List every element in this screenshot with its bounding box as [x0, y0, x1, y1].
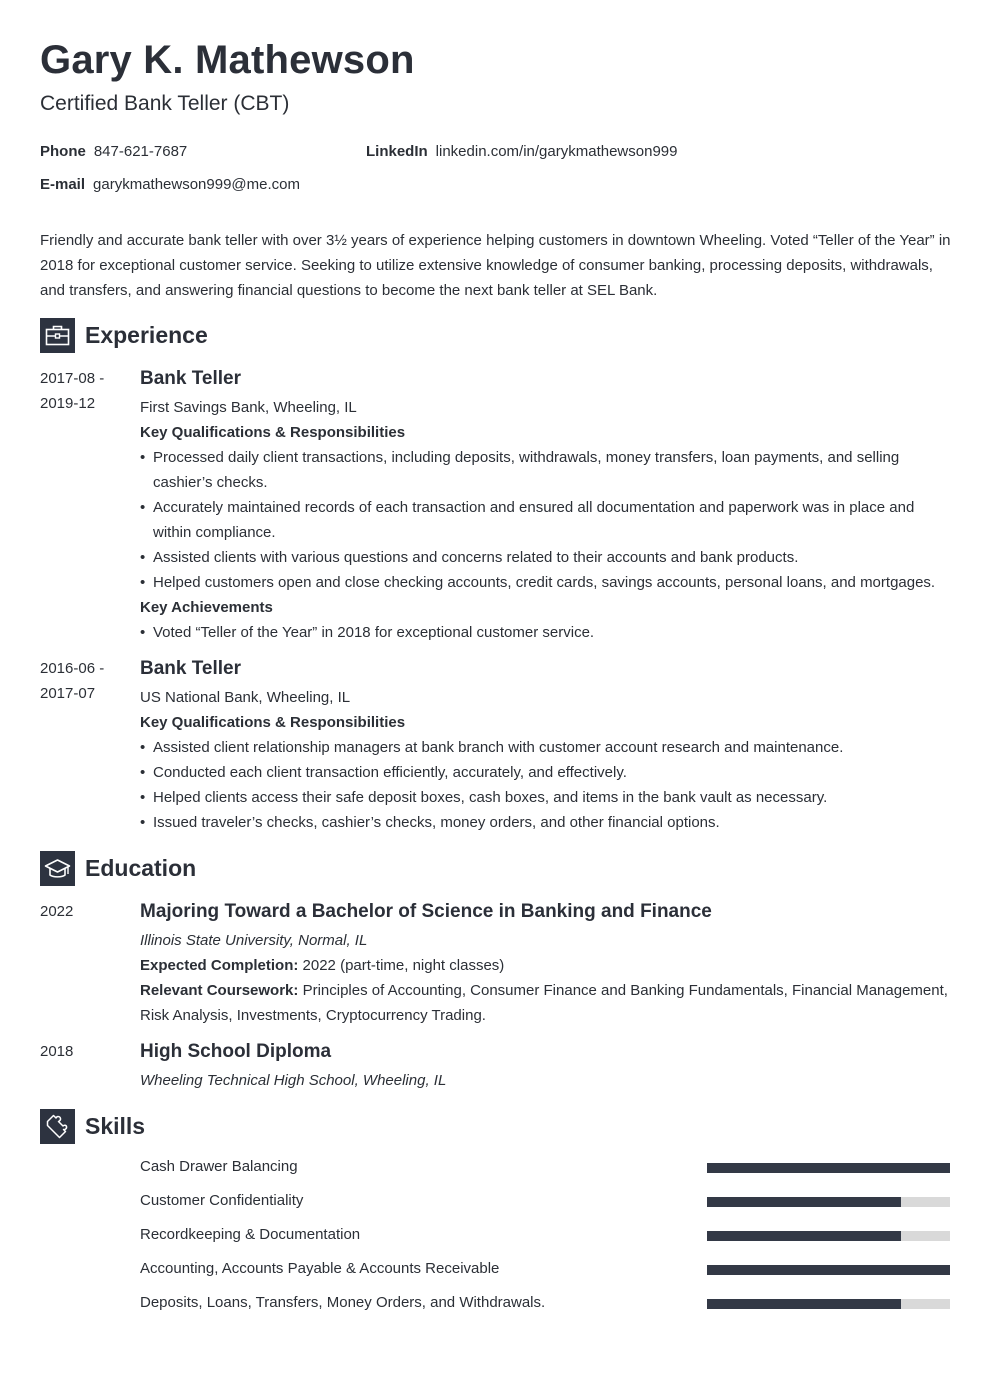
- skill-row: [140, 1223, 950, 1247]
- list-item: • Conducted each client transaction efficiently, accurately, and effectively.: [140, 760, 950, 785]
- experience-section-heading: [40, 318, 208, 353]
- qualifications-heading: Key Qualifications & Responsibilities: [140, 424, 406, 441]
- experience-body: [140, 366, 950, 645]
- skill-level-bar: [707, 1299, 950, 1309]
- date-end: 2017-07: [40, 685, 96, 702]
- skill-level-fill: [707, 1265, 950, 1275]
- skill-level-fill: [707, 1197, 901, 1207]
- coursework-label: Relevant Coursework:: [140, 982, 299, 999]
- list-item: • Assisted client relationship managers at bank branch with customer account research and maintenance.: [140, 735, 950, 760]
- expected-label: Expected Completion:: [140, 957, 299, 974]
- date-end: 2019-12: [40, 395, 96, 412]
- contact-linkedin: [366, 142, 677, 162]
- expected-value: 2022 (part-time, night classes): [302, 957, 505, 974]
- school-name: Wheeling Technical High School, Wheeling, IL: [140, 1072, 447, 1089]
- job-role: Bank Teller: [140, 368, 242, 389]
- candidate-title: Certified Bank Teller (CBT): [40, 92, 290, 115]
- coursework-value: Principles of Accounting, Consumer Finance and Banking Fundamentals, Financial Management, Risk Analysis, Investments, Cryptocurrency Trading.: [140, 982, 948, 1024]
- job-company: First Savings Bank, Wheeling, IL: [140, 399, 357, 416]
- list-item: • Processed daily client transactions, including deposits, withdrawals, money transfers, loan payments, and selling cashier’s checks.: [140, 445, 950, 495]
- list-item: • Assisted clients with various questions and concerns related to their accounts and bank products.: [140, 545, 950, 570]
- education-date: 2018: [40, 1043, 74, 1060]
- skill-row: [140, 1155, 950, 1179]
- list-item: • Accurately maintained records of each transaction and ensured all documentation and paperwork was in place and within compliance.: [140, 495, 950, 545]
- skills-section-heading: [40, 1109, 145, 1144]
- email-label: E-mail: [40, 176, 86, 193]
- skill-row: [140, 1291, 950, 1315]
- experience-title: Experience: [85, 322, 208, 348]
- linkedin-value[interactable]: linkedin.com/in/garykmathewson999: [435, 143, 678, 160]
- qualifications-list: [140, 735, 950, 835]
- date-start: 2017-08 -: [40, 370, 105, 387]
- skill-level-bar: [707, 1163, 950, 1173]
- skill-level-fill: [707, 1299, 901, 1309]
- skill-level-fill: [707, 1231, 901, 1241]
- puzzle-piece-icon: [40, 1109, 75, 1144]
- expected-completion: [140, 953, 950, 978]
- experience-body: [140, 656, 950, 835]
- phone-value: 847-621-7687: [93, 143, 188, 160]
- skill-name: Accounting, Accounts Payable & Accounts Receivable: [140, 1260, 500, 1277]
- achievements-heading: Key Achievements: [140, 599, 273, 616]
- experience-date: [40, 366, 130, 416]
- skill-name: Deposits, Loans, Transfers, Money Orders, and Withdrawals.: [140, 1294, 546, 1311]
- briefcase-icon: [40, 318, 75, 353]
- skill-name: Recordkeeping & Documentation: [140, 1226, 361, 1243]
- phone-label: Phone: [40, 143, 86, 160]
- list-item: • Issued traveler’s checks, cashier’s checks, money orders, and other financial options.: [140, 810, 950, 835]
- relevant-coursework: [140, 978, 950, 1028]
- skill-level-fill: [707, 1163, 950, 1173]
- experience-date: [40, 656, 130, 706]
- education-body: [140, 1039, 950, 1093]
- job-role: Bank Teller: [140, 658, 242, 679]
- qualifications-list: [140, 445, 950, 595]
- skill-level-bar: [707, 1197, 950, 1207]
- list-item: • Helped customers open and close checking accounts, credit cards, savings accounts, personal loans, and mortgages.: [140, 570, 950, 595]
- skill-row: [140, 1189, 950, 1213]
- skill-row: [140, 1257, 950, 1281]
- skill-name: Customer Confidentiality: [140, 1192, 304, 1209]
- education-date: 2022: [40, 903, 74, 920]
- skill-level-bar: [707, 1265, 950, 1275]
- degree-title: High School Diploma: [140, 1041, 332, 1062]
- achievements-list: [140, 620, 950, 645]
- skill-level-bar: [707, 1231, 950, 1241]
- skills-title: Skills: [85, 1113, 146, 1139]
- linkedin-label: LinkedIn: [366, 143, 428, 160]
- job-company: US National Bank, Wheeling, IL: [140, 689, 351, 706]
- profile-summary: Friendly and accurate bank teller with over 3½ years of experience helping customers in downtown Wheeling. Voted “Teller of the Year” in 2018 for exceptional customer service. Seeking to utilize extensive knowledge of consumer banking, processing deposits, withdrawals, and transfers, and answering financial questions to become the next bank teller at SEL Bank.: [40, 232, 951, 299]
- list-item: • Helped clients access their safe deposit boxes, cash boxes, and items in the bank vault as necessary.: [140, 785, 950, 810]
- contact-email: [40, 175, 300, 195]
- date-start: 2016-06 -: [40, 660, 105, 677]
- education-section-heading: [40, 851, 196, 886]
- qualifications-heading: Key Qualifications & Responsibilities: [140, 714, 406, 731]
- contact-phone: [40, 142, 187, 162]
- degree-title: Majoring Toward a Bachelor of Science in Banking and Finance: [140, 901, 712, 922]
- education-title: Education: [85, 855, 197, 881]
- candidate-name: Gary K. Mathewson: [40, 38, 415, 82]
- list-item: • Voted “Teller of the Year” in 2018 for exceptional customer service.: [140, 620, 950, 645]
- education-body: [140, 899, 950, 1028]
- school-name: Illinois State University, Normal, IL: [140, 932, 368, 949]
- email-value[interactable]: garykmathewson999@me.com: [93, 176, 300, 193]
- graduation-cap-icon: [40, 851, 75, 886]
- skill-name: Cash Drawer Balancing: [140, 1158, 298, 1175]
